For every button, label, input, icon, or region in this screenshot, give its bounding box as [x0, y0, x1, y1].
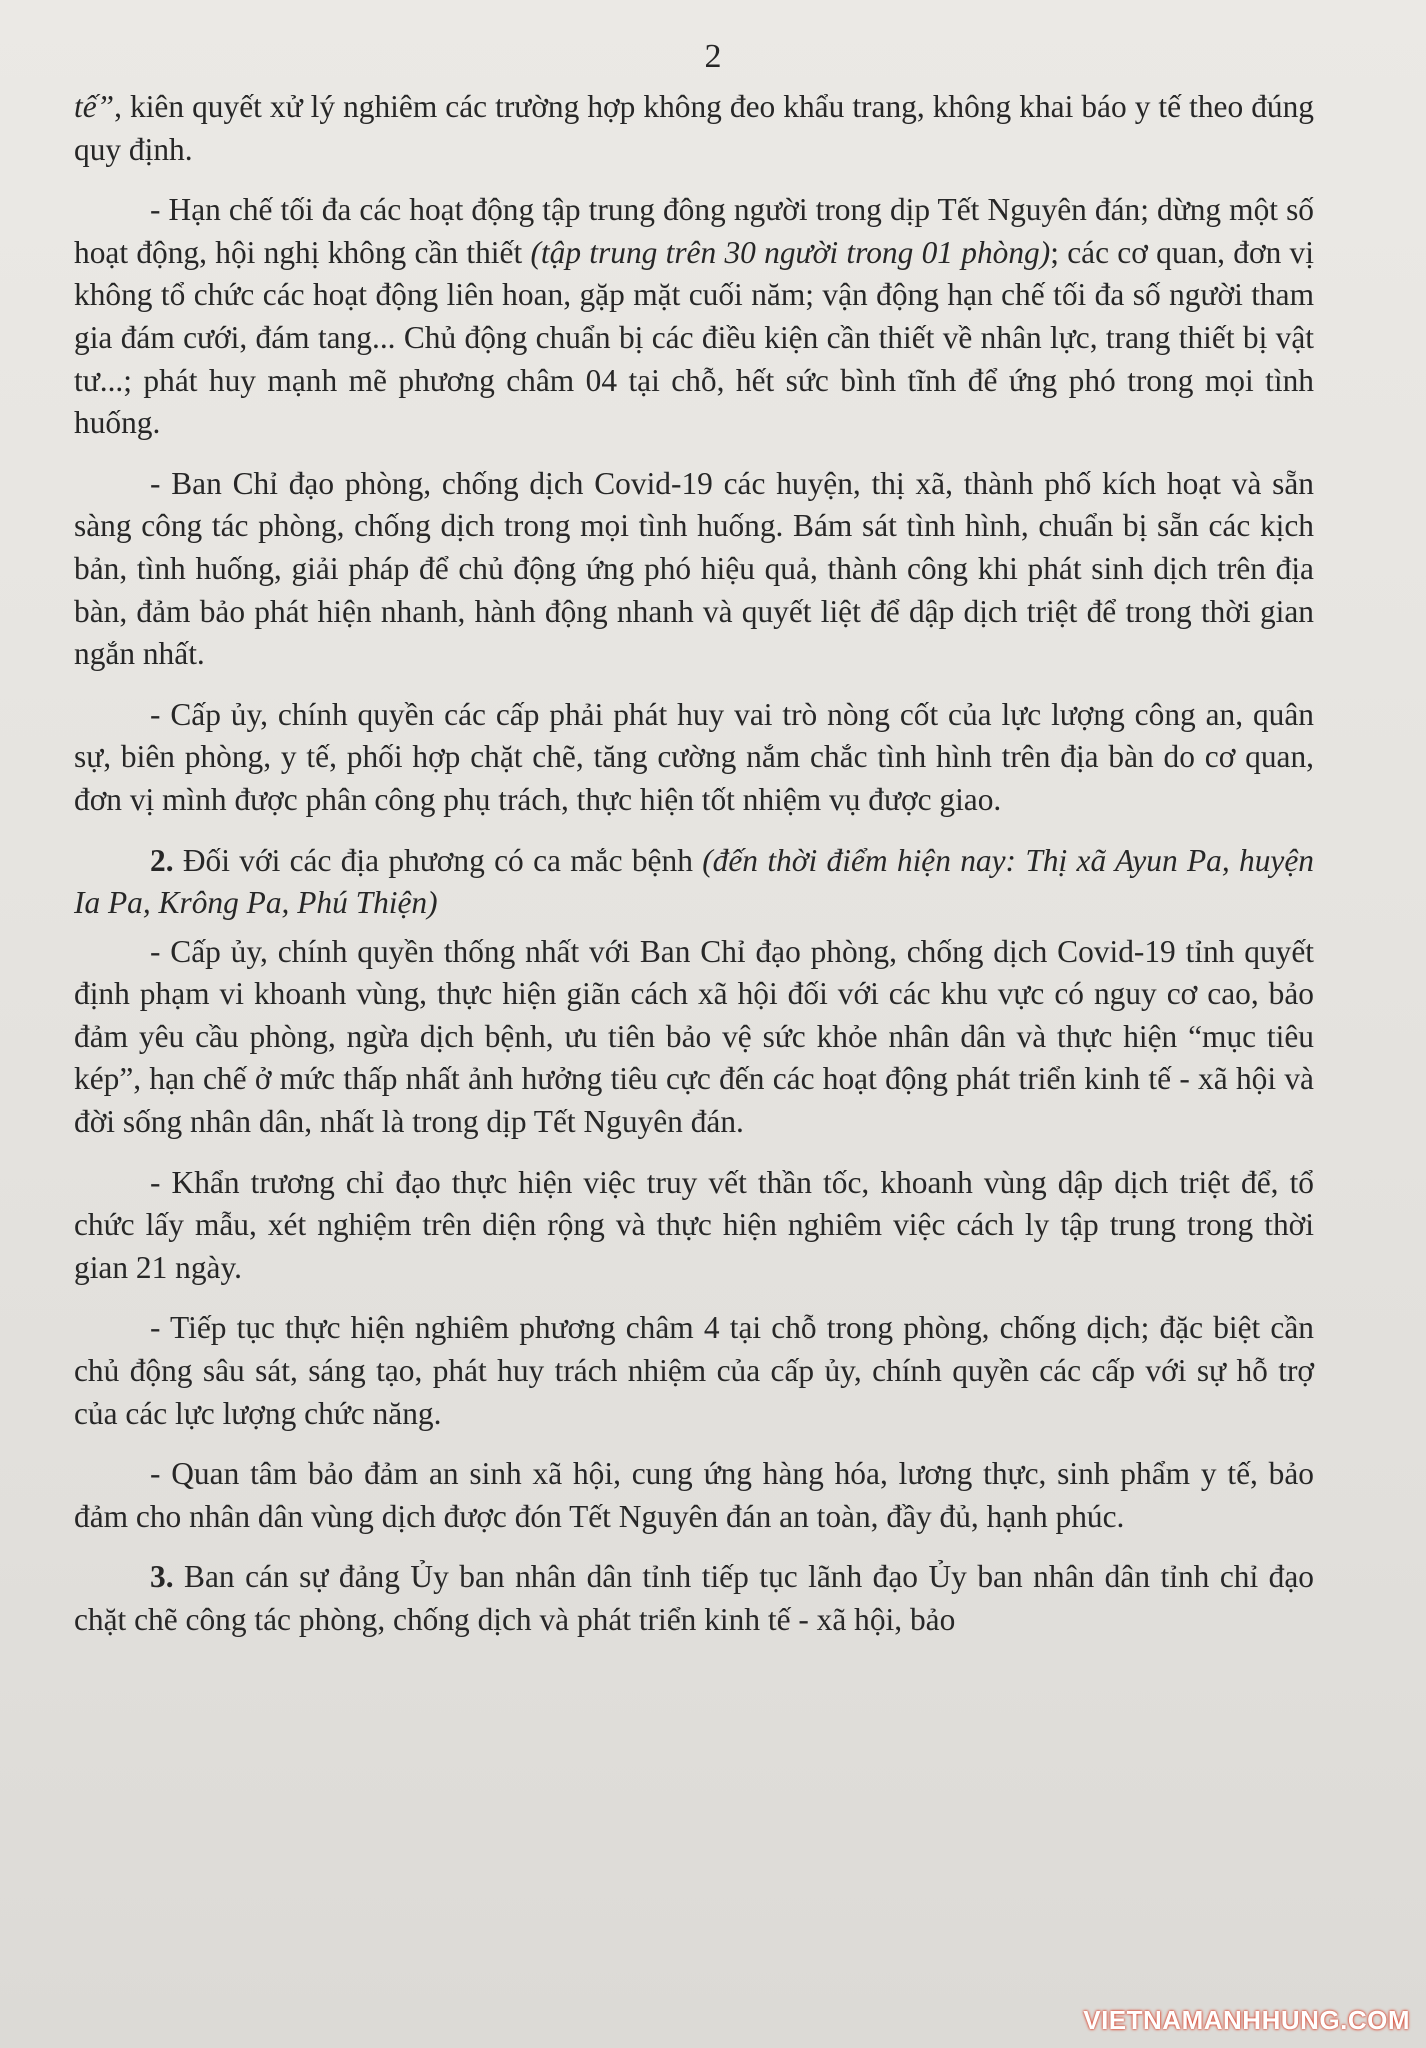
section-2-heading [74, 840, 1314, 925]
paragraph-text: Đối với các địa phương có ca mắc bệnh [173, 842, 703, 878]
paragraph-text: - Hạn chế tối đa các hoạt động tập trung đông người trong dịp Tết Nguyên đán; dừng một số hoạt động, hội nghị không cần thiết [74, 192, 1314, 270]
paragraph-social-security: - Quan tâm bảo đảm an sinh xã hội, cung ứng hàng hóa, lương thực, sinh phẩm y tế, bảo đảm cho nhân dân vùng dịch được đón Tết Nguyên đán an toàn, đầy đủ, hạnh phúc. [74, 1456, 1314, 1534]
section-3-paragraph [74, 1556, 1314, 1641]
watermark-logo: VIETNAMANHHUNG.COM [1083, 2005, 1410, 2035]
paragraph-social-distancing: - Cấp ủy, chính quyền thống nhất với Ban Chỉ đạo phòng, chống dịch Covid-19 tỉnh quyết định phạm vi khoanh vùng, thực hiện giãn cách xã hội đối với các khu vực có nguy cơ cao, bảo đảm yêu cầu phòng, ngừa dịch bệnh, ưu tiên bảo vệ sức khỏe nhân dân và thực hiện “mục tiêu kép”, hạn chế ở mức thấp nhất ảnh hưởng tiêu cực đến các hoạt động phát triển kinh tế - xã hội và đời sống nhân dân, nhất là trong dịp Tết Nguyên đán. [74, 933, 1314, 1140]
paragraph-limit-gatherings [74, 189, 1314, 445]
paragraph-text: , kiên quyết xử lý nghiêm các trường hợp không đeo khẩu trang, không khai báo y tế theo đúng quy định. [74, 89, 1314, 167]
paragraph-steering-committee: - Ban Chỉ đạo phòng, chống dịch Covid-19 các huyện, thị xã, thành phố kích hoạt và sẵn sàng công tác phòng, chống dịch trong mọi tình huống. Bám sát tình hình, chuẩn bị sẵn các kịch bản, tình huống, giải pháp để chủ động ứng phó hiệu quả, thành công khi phát sinh dịch trên địa bàn, đảm bảo phát hiện nhanh, hành động nhanh và quyết liệt để dập dịch triệt để trong thời gian ngắn nhất. [74, 465, 1314, 672]
paragraph-four-on-site: - Tiếp tục thực hiện nghiêm phương châm 4 tại chỗ trong phòng, chống dịch; đặc biệt cần chủ động sâu sát, sáng tạo, phát huy trách nhiệm của cấp ủy, chính quyền các cấp với sự hỗ trợ của các lực lượng chức năng. [74, 1310, 1314, 1431]
page-number: 2 [704, 38, 722, 75]
section-number: 2. [150, 842, 174, 878]
italic-fragment: (đến thời điểm hiện nay: Thị xã Ayun Pa, huyện Ia Pa, Krông Pa, Phú Thiện) [74, 842, 1314, 921]
paragraph-text: Ban cán sự đảng Ủy ban nhân dân tỉnh tiếp tục lãnh đạo Ủy ban nhân dân tỉnh chỉ đạo chặt chẽ công tác phòng, chống dịch và phát triển kinh tế - xã hội, bảo [74, 1559, 1314, 1637]
italic-fragment: tế” [74, 89, 115, 124]
paragraph-party-committees: - Cấp ủy, chính quyền các cấp phải phát huy vai trò nòng cốt của lực lượng công an, quân sự, biên phòng, y tế, phối hợp chặt chẽ, tăng cường nắm chắc tình hình trên địa bàn do cơ quan, đơn vị mình được phân công phụ trách, thực hiện tốt nhiệm vụ được giao. [74, 696, 1314, 817]
section-number: 3. [150, 1559, 174, 1595]
document-body [74, 86, 1314, 1660]
paragraph-tracing: - Khẩn trương chỉ đạo thực hiện việc truy vết thần tốc, khoanh vùng dập dịch triệt để, tổ chức lấy mẫu, xét nghiệm trên diện rộng và thực hiện nghiêm việc cách ly tập trung trong thời gian 21 ngày. [74, 1164, 1314, 1285]
paragraph-text: ; các cơ quan, đơn vị không tổ chức các hoạt động liên hoan, gặp mặt cuối năm; vận động hạn chế tối đa số người tham gia đám cưới, đám tang... Chủ động chuẩn bị các điều kiện cần thiết về nhân lực, trang thiết bị vật tư...; phát huy mạnh mẽ phương châm 04 tại chỗ, hết sức bình tĩnh để ứng phó trong mọi tình huống. [74, 234, 1314, 441]
italic-fragment: (tập trung trên 30 người trong 01 phòng) [530, 234, 1051, 270]
paragraph-continuation [74, 86, 1314, 171]
